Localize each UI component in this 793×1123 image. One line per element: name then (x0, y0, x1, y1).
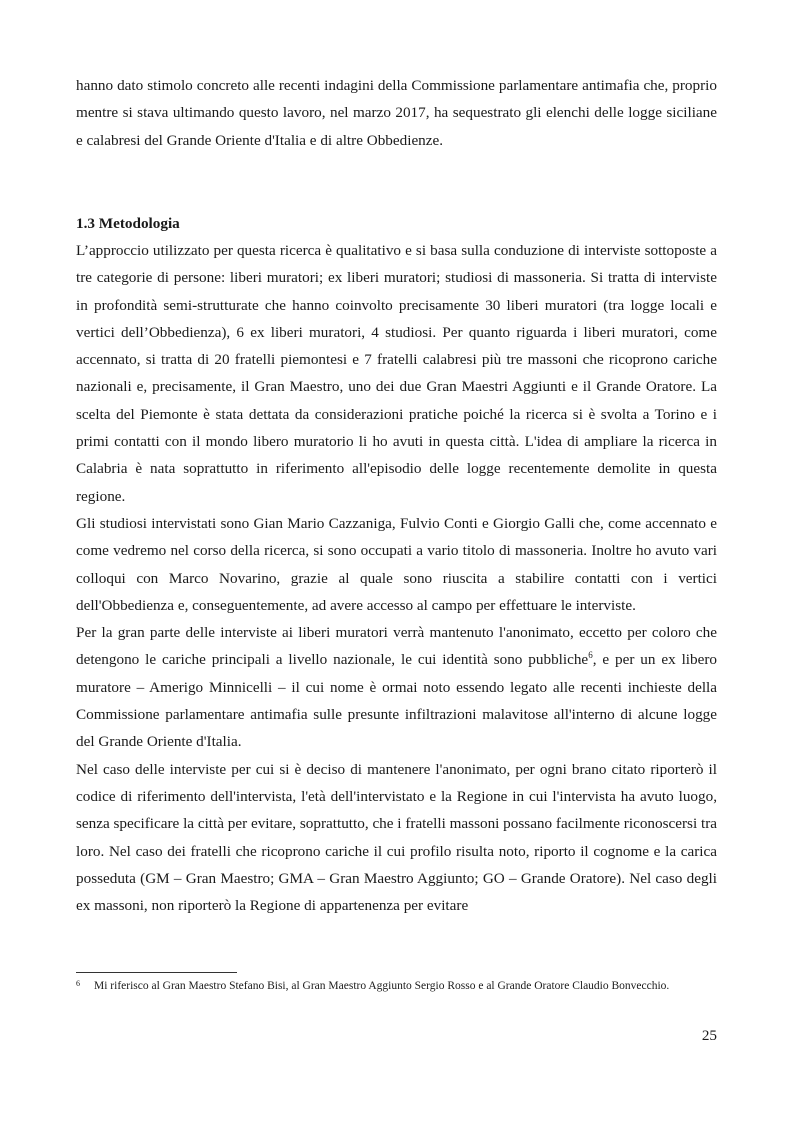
paragraph-method: L’approccio utilizzato per questa ricerca è qualitativo e si basa sulla conduzione di interviste sottoposte a tre categorie di persone: liberi muratori; ex liberi muratori; studiosi di massoneria. Si tratta di interviste in profondità semi-strutturate che hanno coinvolto precisamente 30 liberi muratori (tra logge locali e vertici dell’Obbedienza), 6 ex liberi muratori, 4 studiosi. Per quanto riguarda i liberi muratori, come accennato, si tratta di 20 fratelli piemontesi e 7 fratelli calabresi più tre massoni che ricoprono cariche nazionali e, precisamente, il Gran Maestro, uno dei due Gran Maestri Aggiunti e il Grande Oratore. La scelta del Piemonte è stata dettata da considerazioni pratiche poiché la ricerca si è svolta a Torino e i primi contatti con il mondo libero muratorio li ho avuti in questa città. L'idea di ampliare la ricerca in Calabria è nata soprattutto in riferimento all'episodio delle logge recentemente demolite in questa regione. (76, 242, 717, 505)
paragraph-anonymity-text-a: Per la gran parte delle interviste ai liberi muratori verrà mantenuto l'anonimato, eccetto per coloro che detengono le cariche principali a livello nazionale, le cui identità sono pubbliche (76, 624, 717, 669)
paragraph-codes: Nel caso delle interviste per cui si è deciso di mantenere l'anonimato, per ogni brano citato riporterò il codice di riferimento dell'intervista, l'età dell'intervistato e la Regione in cui l'intervista ha avuto luogo, senza specificare la città per evitare, soprattutto, che i fratelli massoni possano facilmente riconoscersi tra loro. Nel caso dei fratelli che ricoprono cariche il cui profilo risulta noto, riporto il cognome e la carica posseduta (GM – Gran Maestro; GMA – Gran Maestro Aggiunto; GO – Grande Oratore). Nel caso degli ex massoni, non riporterò la Regione di appartenenza per evitare (76, 760, 717, 915)
footnote-text: Mi riferisco al Gran Maestro Stefano Bisi, al Gran Maestro Aggiunto Sergio Rosso e al Grande Oratore Claudio Bonvecchio. (94, 980, 670, 992)
paragraph-anonymity-text-b: , e per un ex libero muratore – Amerigo Minnicelli – il cui nome è ormai noto essendo legato alle recenti inchieste della Commissione parlamentare antimafia sulle presunte infiltrazioni malavitose all'interno di alcune logge del Grande Oriente d'Italia. (76, 651, 717, 751)
intro-paragraph: hanno dato stimolo concreto alle recenti indagini della Commissione parlamentare antimafia che, proprio mentre si stava ultimando questo lavoro, nel marzo 2017, ha sequestrato gli elenchi delle logge siciliane e calabresi del Grande Oriente d'Italia e di altre Obbedienze. (76, 77, 717, 149)
section-heading: 1.3 Metodologia (76, 215, 180, 232)
page-number: 25 (701, 1027, 717, 1044)
footnote-reference[interactable]: 6 (588, 650, 593, 661)
paragraph-scholars: Gli studiosi intervistati sono Gian Mario Cazzaniga, Fulvio Conti e Giorgio Galli che, come accennato e come vedremo nel corso della ricerca, si sono occupati a vario titolo di massoneria. Inoltre ho avuto vari colloqui con Marco Novarino, grazie al quale sono riuscita a stabilire contatti con i vertici dell'Obbedienza e, conseguentemente, ad avere accesso al campo per effettuare le interviste. (76, 514, 717, 614)
section-body (76, 237, 717, 919)
paragraph-anonymity (76, 619, 717, 755)
footnote-separator (76, 972, 237, 973)
intro-block (76, 72, 717, 154)
footnote-number: 6 (76, 979, 80, 988)
footnote (76, 978, 717, 995)
